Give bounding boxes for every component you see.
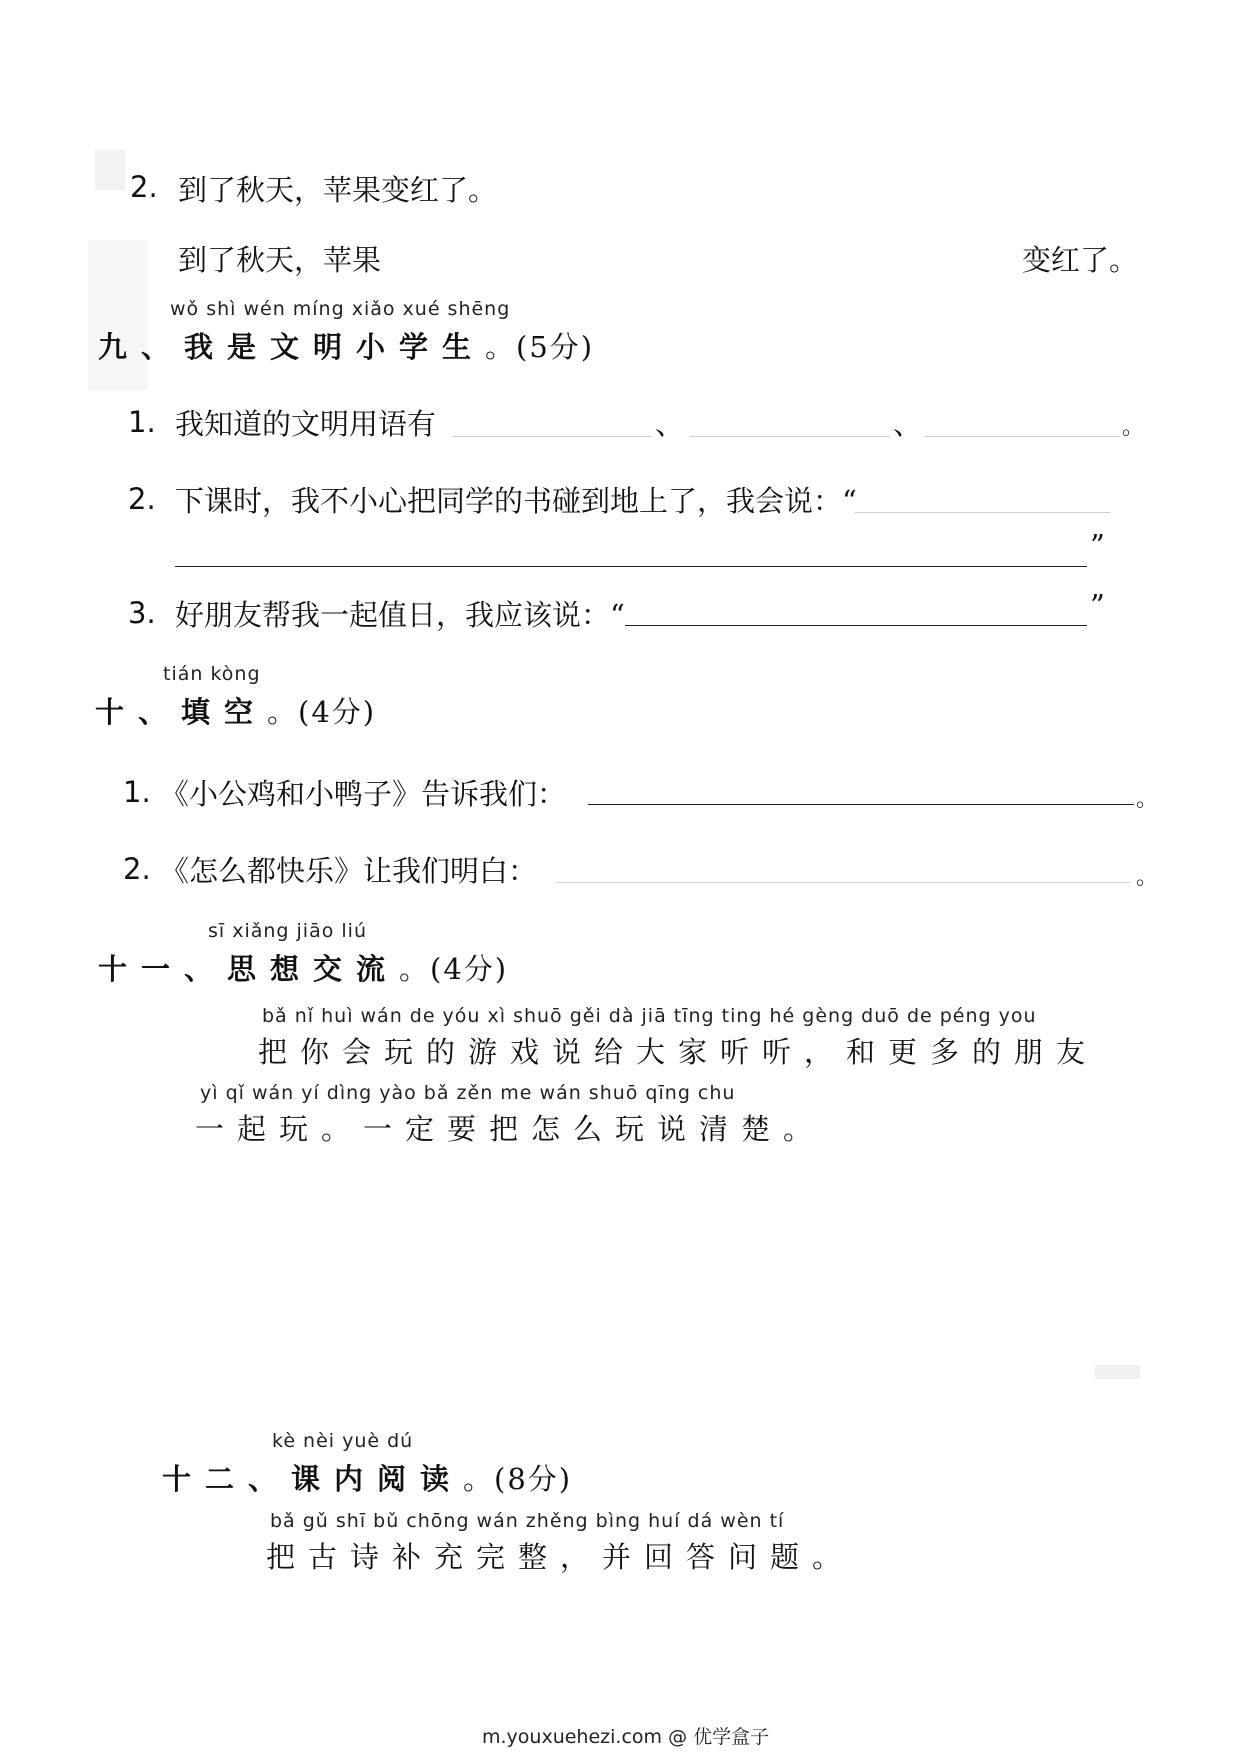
s9-q1-text: 我知道的文明用语有	[175, 407, 437, 441]
s12-title	[162, 1457, 572, 1498]
scan-smear	[95, 150, 125, 190]
s12-line1-text: 把古诗补充完整，并回答问题。	[266, 1540, 855, 1574]
s9-q2-close-quote: ”	[1090, 528, 1105, 562]
s8-q2-sentence: 到了秋天，苹果变红了。	[178, 173, 498, 207]
s10-q1-end: 。	[1136, 787, 1159, 812]
s11-score: 。(4分)	[399, 952, 509, 986]
s9-q1-blank-2[interactable]	[690, 436, 890, 437]
s8-q2-fill-end: 变红了。	[1022, 243, 1139, 277]
scan-smear	[88, 240, 148, 390]
s9-q1-separator-2: 、	[893, 407, 923, 441]
s9-title	[98, 325, 594, 366]
s11-title-text: 十一、思想交流	[98, 952, 400, 986]
s11-line2-pinyin: yì qǐ wán yí dìng yào bǎ zěn me wán shuō qīng chu	[200, 1082, 736, 1104]
s10-q1-blank[interactable]	[588, 804, 1134, 805]
s12-title-text: 十二、课内阅读	[162, 1462, 464, 1496]
s11-title	[98, 947, 508, 988]
s11-line1-pinyin: bǎ nǐ huì wán de yóu xì shuō gěi dà jiā tīng ting hé gèng duō de péng you	[262, 1005, 1037, 1027]
s9-q2-blank-1[interactable]	[855, 512, 1110, 513]
s10-q1-text: 《小公鸡和小鸭子》告诉我们：	[160, 777, 567, 811]
s8-q2-number: 2.	[130, 170, 158, 204]
s8-q2-fill-start: 到了秋天，苹果	[178, 243, 382, 277]
s10-score: 。(4分)	[267, 695, 377, 729]
s9-q3-close-quote: ”	[1090, 588, 1105, 622]
s11-line1-text: 把你会玩的游戏说给大家听听，和更多的朋友	[258, 1035, 1099, 1069]
scan-smear	[1095, 1365, 1140, 1379]
s9-q2-blank-2[interactable]	[175, 566, 1087, 567]
footer-source: m.youxuehezi.com @ 优学盒子	[482, 1726, 770, 1748]
s9-q1-number: 1.	[128, 405, 156, 439]
s9-q2-text: 下课时，我不小心把同学的书碰到地上了，我会说：“	[175, 484, 857, 518]
s12-line1-pinyin: bǎ gǔ shī bǔ chōng wán zhěng bìng huí dá wèn tí	[270, 1510, 785, 1532]
s12-score: 。(8分)	[463, 1462, 573, 1496]
s9-q3-number: 3.	[128, 596, 156, 630]
s9-q3-blank[interactable]	[625, 625, 1087, 626]
s11-line2-text: 一起玩。一定要把怎么玩说清楚。	[195, 1112, 826, 1146]
s9-q1-blank-1[interactable]	[452, 436, 652, 437]
s10-title-text: 十、填空	[95, 695, 268, 729]
s9-q1-separator-1: 、	[655, 407, 685, 441]
s10-q2-blank[interactable]	[555, 882, 1130, 883]
s10-q2-end: 。	[1136, 865, 1159, 890]
s9-q3-text: 好朋友帮我一起值日，我应该说：“	[175, 598, 625, 632]
s9-title-text: 九、我是文明小学生	[98, 330, 486, 364]
s10-q1-number: 1.	[123, 775, 151, 809]
s10-pinyin: tián kòng	[163, 663, 261, 685]
s9-pinyin: wǒ shì wén míng xiǎo xué shēng	[170, 298, 511, 320]
s9-q2-number: 2.	[128, 482, 156, 516]
s10-q2-text: 《怎么都快乐》让我们明白：	[160, 854, 538, 888]
s10-q2-number: 2.	[123, 852, 151, 886]
s9-q1-end: 。	[1122, 415, 1145, 440]
s11-pinyin: sī xiǎng jiāo liú	[208, 920, 367, 942]
s10-title	[95, 690, 376, 731]
s9-q1-blank-3[interactable]	[925, 436, 1120, 437]
s12-pinyin: kè nèi yuè dú	[272, 1430, 414, 1452]
s9-score: 。(5分)	[485, 330, 595, 364]
